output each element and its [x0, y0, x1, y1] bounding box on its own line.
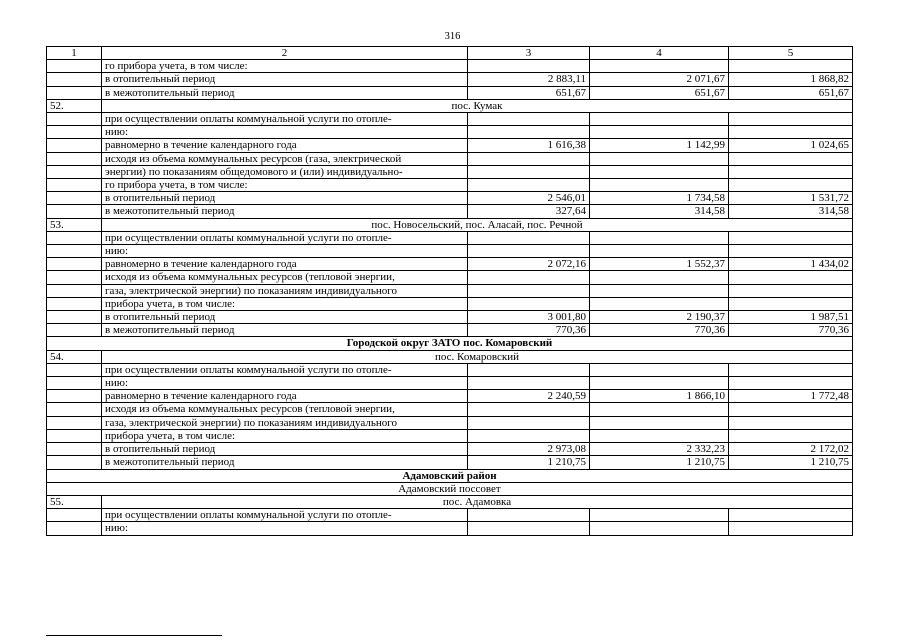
row-description: нию:: [102, 522, 468, 535]
value-col-3: 770,36: [468, 324, 590, 337]
value-col-4: 1 866,10: [590, 390, 729, 403]
value-col-4: 770,36: [590, 324, 729, 337]
tariff-table-body: [47, 47, 853, 536]
value-col-5: [729, 416, 853, 429]
value-col-5: 2 172,02: [729, 443, 853, 456]
row-number-cell: [47, 429, 102, 442]
table-row: [47, 258, 853, 271]
value-col-5: 651,67: [729, 86, 853, 99]
settlement-number: 53.: [47, 218, 102, 231]
value-col-3: [468, 429, 590, 442]
table-row: [47, 126, 853, 139]
row-description: прибора учета, в том числе:: [102, 297, 468, 310]
settlement-name: пос. Адамовка: [102, 495, 853, 508]
value-col-5: [729, 403, 853, 416]
value-col-4: [590, 363, 729, 376]
row-description: в межотопительный период: [102, 324, 468, 337]
table-row: [47, 324, 853, 337]
row-description: в отопительный период: [102, 192, 468, 205]
value-col-3: [468, 363, 590, 376]
row-description: равномерно в течение календарного года: [102, 258, 468, 271]
value-col-3: [468, 126, 590, 139]
table-row: [47, 165, 853, 178]
settlement-row: [47, 495, 853, 508]
row-number-cell: [47, 152, 102, 165]
table-row: [47, 363, 853, 376]
row-description: прибора учета, в том числе:: [102, 429, 468, 442]
value-col-5: [729, 377, 853, 390]
table-row: [47, 443, 853, 456]
value-col-3: 1 616,38: [468, 139, 590, 152]
value-col-3: [468, 416, 590, 429]
row-number-cell: [47, 284, 102, 297]
row-number-cell: [47, 324, 102, 337]
row-number-cell: [47, 205, 102, 218]
value-col-5: [729, 271, 853, 284]
value-col-5: 770,36: [729, 324, 853, 337]
value-col-5: 1 868,82: [729, 73, 853, 86]
value-col-5: 1 987,51: [729, 311, 853, 324]
row-description: равномерно в течение календарного года: [102, 139, 468, 152]
row-description: исходя из объема коммунальных ресурсов (тепловой энергии,: [102, 271, 468, 284]
value-col-4: [590, 429, 729, 442]
table-row: [47, 113, 853, 126]
table-row: [47, 311, 853, 324]
row-description: энергии) по показаниям общедомового и (или) индивидуально-: [102, 165, 468, 178]
column-header-1: 1: [47, 47, 102, 60]
value-col-5: 1 772,48: [729, 390, 853, 403]
value-col-3: [468, 245, 590, 258]
row-number-cell: [47, 60, 102, 73]
section-title: Городской округ ЗАТО пос. Комаровский: [47, 337, 853, 350]
value-col-5: [729, 179, 853, 192]
row-number-cell: [47, 522, 102, 535]
row-description: в отопительный период: [102, 73, 468, 86]
value-col-5: [729, 152, 853, 165]
column-header-5: 5: [729, 47, 853, 60]
value-col-4: [590, 245, 729, 258]
value-col-4: [590, 522, 729, 535]
value-col-5: [729, 113, 853, 126]
value-col-3: 3 001,80: [468, 311, 590, 324]
settlement-number: 52.: [47, 99, 102, 112]
value-col-5: 1 210,75: [729, 456, 853, 469]
value-col-3: 2 546,01: [468, 192, 590, 205]
page-number: 316: [444, 31, 461, 42]
value-col-5: [729, 522, 853, 535]
table-row: [47, 403, 853, 416]
value-col-5: [729, 363, 853, 376]
row-description: в межотопительный период: [102, 456, 468, 469]
row-description: исходя из объема коммунальных ресурсов (тепловой энергии,: [102, 403, 468, 416]
value-col-3: 1 210,75: [468, 456, 590, 469]
table-row: [47, 522, 853, 535]
row-number-cell: [47, 403, 102, 416]
value-col-3: 651,67: [468, 86, 590, 99]
value-col-3: [468, 113, 590, 126]
value-col-3: 2 240,59: [468, 390, 590, 403]
column-header-2: 2: [102, 47, 468, 60]
section-row: [47, 469, 853, 482]
value-col-4: [590, 271, 729, 284]
row-number-cell: [47, 377, 102, 390]
row-description: го прибора учета, в том числе:: [102, 179, 468, 192]
column-header-3: 3: [468, 47, 590, 60]
table-row: [47, 205, 853, 218]
value-col-4: [590, 377, 729, 390]
table-row: [47, 139, 853, 152]
row-number-cell: [47, 139, 102, 152]
value-col-4: [590, 126, 729, 139]
table-row: [47, 271, 853, 284]
settlement-row: [47, 99, 853, 112]
table-row: [47, 509, 853, 522]
row-number-cell: [47, 416, 102, 429]
section-row: [47, 337, 853, 350]
subsection-row: [47, 482, 853, 495]
value-col-4: [590, 284, 729, 297]
row-number-cell: [47, 297, 102, 310]
row-description: исходя из объема коммунальных ресурсов (газа, электрической: [102, 152, 468, 165]
settlement-row: [47, 350, 853, 363]
value-col-4: [590, 416, 729, 429]
settlement-row: [47, 218, 853, 231]
value-col-4: [590, 60, 729, 73]
value-col-4: [590, 403, 729, 416]
settlement-name: пос. Новосельский, пос. Аласай, пос. Речной: [102, 218, 853, 231]
value-col-3: [468, 231, 590, 244]
row-number-cell: [47, 258, 102, 271]
table-row: [47, 73, 853, 86]
table-row: [47, 284, 853, 297]
row-number-cell: [47, 443, 102, 456]
table-row: [47, 297, 853, 310]
value-col-4: 651,67: [590, 86, 729, 99]
value-col-4: 2 190,37: [590, 311, 729, 324]
row-number-cell: [47, 363, 102, 376]
section-title: Адамовский район: [47, 469, 853, 482]
table-row: [47, 231, 853, 244]
value-col-3: 2 883,11: [468, 73, 590, 86]
row-number-cell: [47, 271, 102, 284]
value-col-3: [468, 165, 590, 178]
value-col-4: 314,58: [590, 205, 729, 218]
value-col-3: [468, 60, 590, 73]
value-col-5: [729, 509, 853, 522]
subsection-title: Адамовский поссовет: [47, 482, 853, 495]
column-header-4: 4: [590, 47, 729, 60]
tariff-table: [46, 46, 853, 536]
value-col-3: [468, 152, 590, 165]
value-col-3: [468, 179, 590, 192]
row-number-cell: [47, 73, 102, 86]
value-col-5: [729, 60, 853, 73]
value-col-5: [729, 297, 853, 310]
row-number-cell: [47, 231, 102, 244]
value-col-3: 2 973,08: [468, 443, 590, 456]
value-col-4: [590, 509, 729, 522]
table-row: [47, 390, 853, 403]
value-col-4: 2 071,67: [590, 73, 729, 86]
value-col-3: 327,64: [468, 205, 590, 218]
row-number-cell: [47, 179, 102, 192]
column-header-row: [47, 47, 853, 60]
row-description: при осуществлении оплаты коммунальной услуги по отопле-: [102, 231, 468, 244]
row-description: при осуществлении оплаты коммунальной услуги по отопле-: [102, 113, 468, 126]
footnote-rule: [46, 635, 222, 636]
table-row: [47, 60, 853, 73]
value-col-4: 1 734,58: [590, 192, 729, 205]
value-col-5: 1 434,02: [729, 258, 853, 271]
row-number-cell: [47, 311, 102, 324]
value-col-5: 1 024,65: [729, 139, 853, 152]
row-number-cell: [47, 126, 102, 139]
settlement-name: пос. Кумак: [102, 99, 853, 112]
row-description: в отопительный период: [102, 311, 468, 324]
table-row: [47, 416, 853, 429]
value-col-4: [590, 113, 729, 126]
value-col-3: [468, 284, 590, 297]
table-row: [47, 86, 853, 99]
value-col-4: 1 552,37: [590, 258, 729, 271]
value-col-3: [468, 509, 590, 522]
value-col-5: [729, 245, 853, 258]
row-number-cell: [47, 192, 102, 205]
value-col-5: 314,58: [729, 205, 853, 218]
row-number-cell: [47, 456, 102, 469]
row-number-cell: [47, 86, 102, 99]
value-col-3: [468, 377, 590, 390]
row-number-cell: [47, 165, 102, 178]
table-row: [47, 179, 853, 192]
value-col-3: [468, 403, 590, 416]
value-col-5: [729, 284, 853, 297]
value-col-5: [729, 429, 853, 442]
value-col-5: [729, 231, 853, 244]
table-row: [47, 429, 853, 442]
value-col-4: [590, 297, 729, 310]
row-description: го прибора учета, в том числе:: [102, 60, 468, 73]
value-col-3: [468, 522, 590, 535]
row-description: нию:: [102, 126, 468, 139]
value-col-4: 1 210,75: [590, 456, 729, 469]
settlement-name: пос. Комаровский: [102, 350, 853, 363]
row-number-cell: [47, 245, 102, 258]
table-row: [47, 377, 853, 390]
table-row: [47, 192, 853, 205]
row-description: нию:: [102, 377, 468, 390]
value-col-4: [590, 165, 729, 178]
row-description: газа, электрической энергии) по показаниям индивидуального: [102, 284, 468, 297]
value-col-5: 1 531,72: [729, 192, 853, 205]
value-col-4: [590, 231, 729, 244]
row-description: при осуществлении оплаты коммунальной услуги по отопле-: [102, 509, 468, 522]
value-col-4: 2 332,23: [590, 443, 729, 456]
value-col-4: [590, 152, 729, 165]
row-description: в отопительный период: [102, 443, 468, 456]
value-col-4: [590, 179, 729, 192]
value-col-4: 1 142,99: [590, 139, 729, 152]
row-description: газа, электрической энергии) по показаниям индивидуального: [102, 416, 468, 429]
table-row: [47, 152, 853, 165]
value-col-5: [729, 165, 853, 178]
row-number-cell: [47, 509, 102, 522]
table-row: [47, 456, 853, 469]
row-description: нию:: [102, 245, 468, 258]
row-description: в межотопительный период: [102, 86, 468, 99]
table-row: [47, 245, 853, 258]
row-number-cell: [47, 113, 102, 126]
row-description: при осуществлении оплаты коммунальной услуги по отопле-: [102, 363, 468, 376]
value-col-5: [729, 126, 853, 139]
value-col-3: [468, 271, 590, 284]
value-col-3: [468, 297, 590, 310]
value-col-3: 2 072,16: [468, 258, 590, 271]
row-description: равномерно в течение календарного года: [102, 390, 468, 403]
row-number-cell: [47, 390, 102, 403]
row-description: в межотопительный период: [102, 205, 468, 218]
settlement-number: 54.: [47, 350, 102, 363]
settlement-number: 55.: [47, 495, 102, 508]
